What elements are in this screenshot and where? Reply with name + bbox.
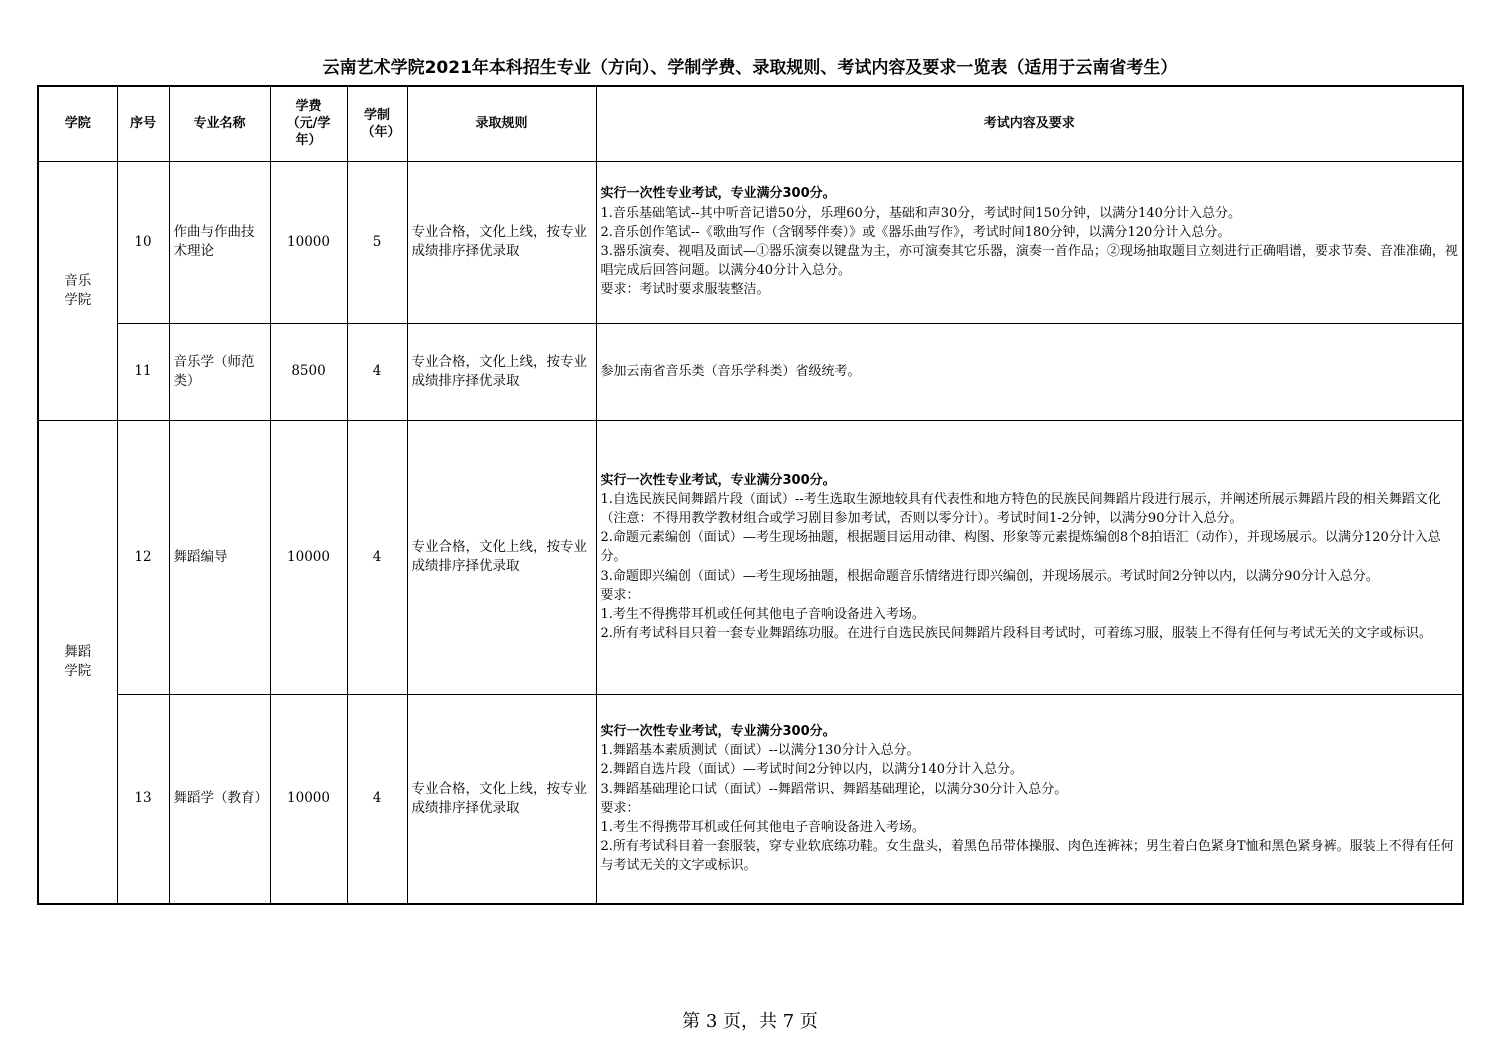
years-cell: 4 xyxy=(347,420,407,694)
header-row xyxy=(38,86,1463,161)
exam-line: 1.舞蹈基本素质测试（面试）--以满分130分计入总分。 xyxy=(600,743,920,759)
exam-line: 3.器乐演奏、视唱及面试—①器乐演奏以键盘为主，亦可演奏其它乐器，演奏一首作品；②现场抽取题目立刻进行正确唱谱，要求节奏、音准准确，视唱完成后回答问题。以满分40分计入总分。 xyxy=(600,244,1458,279)
major-cell: 舞蹈学（教育） xyxy=(169,694,270,904)
seq-cell: 11 xyxy=(117,323,169,420)
exam-cell xyxy=(596,161,1463,323)
page-number: 第 3 页，共 7 页 xyxy=(682,1011,818,1032)
major-cell: 作曲与作曲技术理论 xyxy=(169,161,270,323)
exam-line: 要求：考试时要求服装整洁。 xyxy=(600,282,770,298)
header-admission: 录取规则 xyxy=(407,86,596,161)
exam-line: 实行一次性专业考试，专业满分300分。 xyxy=(600,186,836,202)
exam-line: 3.命题即兴编创（面试）—考生现场抽题，根据命题音乐情绪进行即兴编创，并现场展示。考试时间2分钟以内，以满分90分计入总分。 xyxy=(600,568,1379,584)
admission-cell: 专业合格，文化上线，按专业成绩排序择优录取 xyxy=(407,323,596,420)
fee-cell: 10000 xyxy=(270,161,347,323)
exam-line: 2.音乐创作笔试--《歌曲写作（含钢琴伴奏）》或《器乐曲写作》，考试时间180分钟，以满分120分计入总分。 xyxy=(600,224,1231,240)
exam-line: 实行一次性专业考试，专业满分300分。 xyxy=(600,472,836,488)
seq-cell: 10 xyxy=(117,161,169,323)
header-fee: 学费（元/学年） xyxy=(270,86,347,161)
header-college: 学院 xyxy=(38,86,117,161)
college-cell: 舞蹈学院 xyxy=(38,420,117,904)
table-row xyxy=(38,161,1463,323)
header-years: 学制（年） xyxy=(347,86,407,161)
fee-cell: 8500 xyxy=(270,323,347,420)
years-cell: 5 xyxy=(347,161,407,323)
exam-line: 要求： xyxy=(600,587,640,603)
exam-cell xyxy=(596,420,1463,694)
college-cell: 音乐学院 xyxy=(38,161,117,420)
seq-cell: 12 xyxy=(117,420,169,694)
fee-cell: 10000 xyxy=(270,694,347,904)
table-row xyxy=(38,323,1463,420)
exam-line: 1.考生不得携带耳机或任何其他电子音响设备进入考场。 xyxy=(600,819,925,835)
exam-cell xyxy=(596,323,1463,420)
admission-cell: 专业合格，文化上线，按专业成绩排序择优录取 xyxy=(407,694,596,904)
header-major: 专业名称 xyxy=(169,86,270,161)
major-cell: 音乐学（师范类） xyxy=(169,323,270,420)
table-row xyxy=(38,420,1463,694)
years-cell: 4 xyxy=(347,694,407,904)
fee-cell: 10000 xyxy=(270,420,347,694)
exam-line: 2.所有考试科目着一套服装，穿专业软底练功鞋。女生盘头，着黑色吊带体操服、肉色连裤袜；男生着白色紧身T恤和黑色紧身裤。服装上不得有任何与考试无关的文字或标识。 xyxy=(600,839,1454,874)
exam-line: 要求： xyxy=(600,800,640,816)
exam-line: 2.所有考试科目只着一套专业舞蹈练功服。在进行自选民族民间舞蹈片段科目考试时，可着练习服，服装上不得有任何与考试无关的文字或标识。 xyxy=(600,626,1432,642)
page-title: 云南艺术学院2021年本科招生专业（方向）、学制学费、录取规则、考试内容及要求一览表（适用于云南省考生） xyxy=(322,58,1178,78)
admission-cell: 专业合格，文化上线，按专业成绩排序择优录取 xyxy=(407,420,596,694)
admission-cell: 专业合格，文化上线，按专业成绩排序择优录取 xyxy=(407,161,596,323)
exam-line: 2.命题元素编创（面试）—考生现场抽题，根据题目运用动律、构图、形象等元素提炼编创8个8拍语汇（动作），并现场展示。以满分120分计入总分。 xyxy=(600,530,1441,565)
exam-cell xyxy=(596,694,1463,904)
header-seq: 序号 xyxy=(117,86,169,161)
exam-line: 1.音乐基础笔试--其中听音记谱50分，乐理60分，基础和声30分，考试时间150分钟，以满分140分计入总分。 xyxy=(600,205,1241,221)
admission-table xyxy=(37,85,1464,905)
seq-cell: 13 xyxy=(117,694,169,904)
exam-line: 1.考生不得携带耳机或任何其他电子音响设备进入考场。 xyxy=(600,607,925,622)
exam-line: 3.舞蹈基础理论口试（面试）--舞蹈常识、舞蹈基础理论，以满分30分计入总分。 xyxy=(600,781,1068,797)
exam-line: 1.自选民族民间舞蹈片段（面试）--考生选取生源地较具有代表性和地方特色的民族民间舞蹈片段进行展示，并阐述所展示舞蹈片段的相关舞蹈文化（注意：不得用教学教材组合或学习剧目参加考试，否则以零分计）。考试时间1-2分钟，以满分90分计入总分。 xyxy=(600,491,1441,526)
table-row xyxy=(38,694,1463,904)
years-cell: 4 xyxy=(347,323,407,420)
exam-line: 实行一次性专业考试，专业满分300分。 xyxy=(600,723,836,739)
header-exam: 考试内容及要求 xyxy=(596,86,1463,161)
exam-line: 2.舞蹈自选片段（面试）—考试时间2分钟以内，以满分140分计入总分。 xyxy=(600,762,1023,778)
major-cell: 舞蹈编导 xyxy=(169,420,270,694)
exam-line: 参加云南省音乐类（音乐学科类）省级统考。 xyxy=(600,363,861,379)
